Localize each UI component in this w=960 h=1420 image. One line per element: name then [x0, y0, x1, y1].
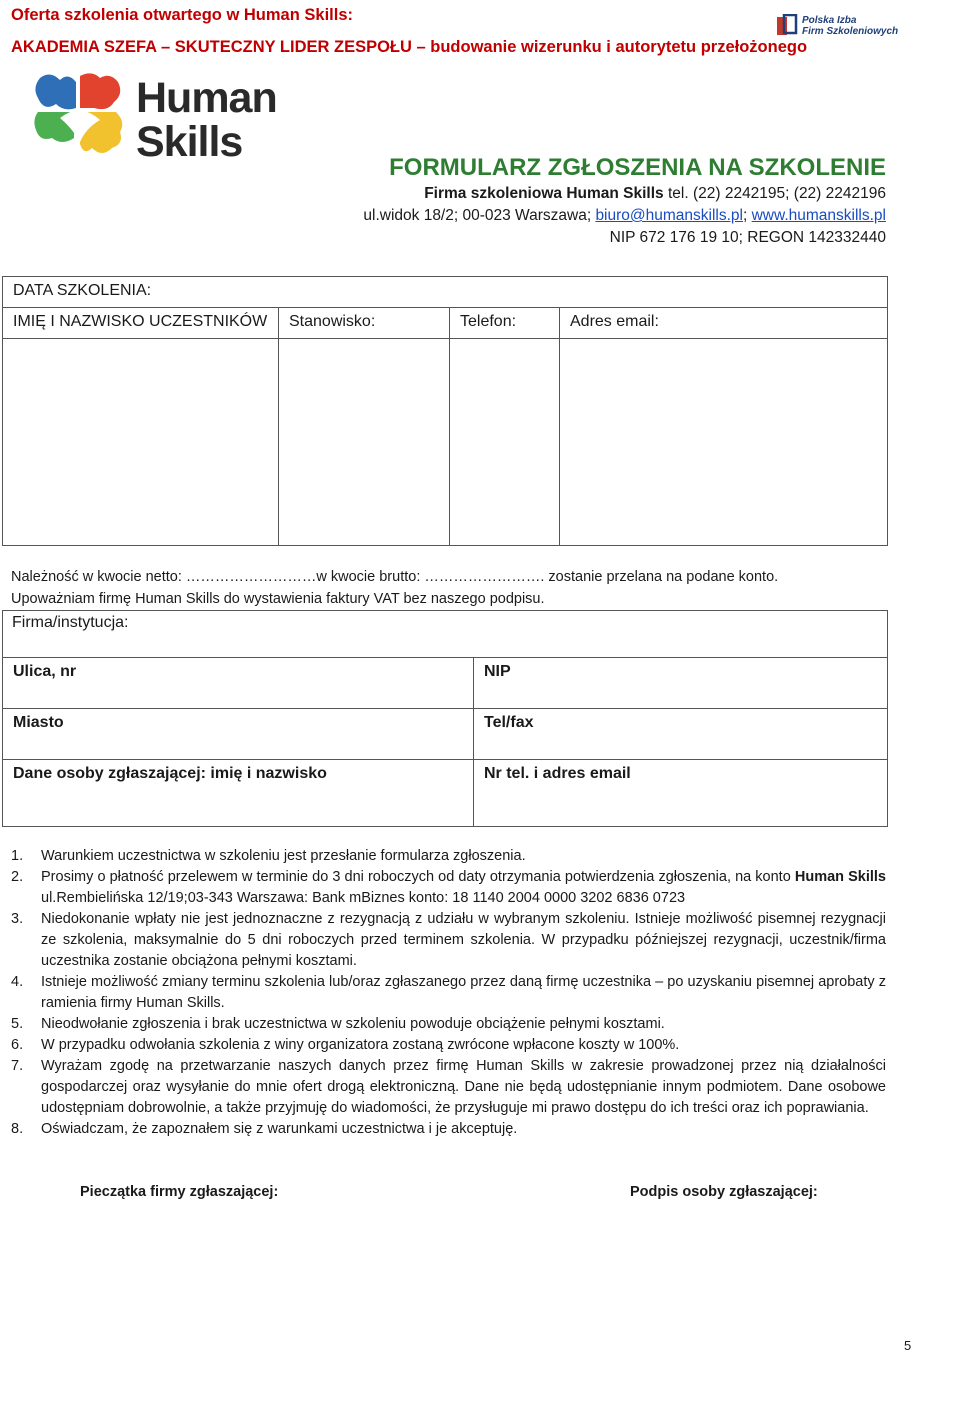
contact-person-label: Dane osoby zgłaszającej: imię i nazwisko — [13, 765, 327, 782]
phone-fax-label: Tel/fax — [484, 714, 534, 731]
company-name: Firma szkoleniowa Human Skills — [424, 185, 664, 202]
offer-heading: Oferta szkolenia otwartego w Human Skills: — [11, 6, 353, 24]
list-item — [11, 1119, 886, 1140]
participant-email-field[interactable] — [560, 339, 888, 546]
item-text: Warunkiem uczestnictwa w szkoleniu jest przesłanie formularza zgłoszenia. — [41, 848, 526, 864]
participant-name-field[interactable] — [3, 339, 279, 546]
item-number: 4. — [11, 974, 24, 990]
street-label: Ulica, nr — [13, 663, 77, 680]
item-text: Istnieje możliwość zmiany terminu szkolenia lub/oraz zgłaszanego przez daną firmę uczestnika – po uzyskaniu pisemnej aprobaty z ramienia firmy Human Skills. — [41, 974, 886, 1011]
header-name-cell — [3, 308, 279, 339]
col-position-header: Stanowisko: — [289, 313, 376, 330]
company-address-line — [363, 207, 886, 225]
firm-label: Firma/instytucja: — [12, 614, 129, 631]
company-table — [2, 610, 888, 827]
item-number: 7. — [11, 1058, 24, 1074]
company-registry: NIP 672 176 19 10; REGON 142332440 — [609, 229, 886, 246]
puzzle-emblem-icon — [30, 68, 130, 168]
participant-phone-field[interactable] — [450, 339, 560, 546]
stamp-label: Pieczątka firmy zgłaszającej: — [80, 1184, 279, 1200]
street-field[interactable] — [3, 658, 474, 709]
website-link[interactable]: www.humanskills.pl — [751, 207, 886, 224]
item-text-bold: Human Skills — [794, 869, 886, 885]
col-name-header: IMIĘ I NAZWISKO UCZESTNIKÓW — [13, 313, 268, 330]
item-text-part: Prosimy o płatność przelewem w terminie do 3 dni roboczych od daty otrzymania potwierdzenia zgłoszenia, na konto — [41, 869, 795, 885]
training-date-label: DATA SZKOLENIA: — [13, 282, 152, 299]
contact-details-field[interactable] — [474, 760, 888, 827]
pizba-logo-line2: Firm Szkoleniowych — [802, 26, 899, 37]
col-email-header: Adres email: — [570, 313, 659, 330]
list-item — [11, 1056, 886, 1119]
pizba-logo-line1: Polska Izba — [802, 15, 857, 26]
phone-fax-field[interactable] — [474, 709, 888, 760]
header-email-cell — [560, 308, 888, 339]
list-item — [11, 909, 886, 972]
nip-label: NIP — [484, 663, 511, 680]
logo-word-human: Human — [136, 74, 277, 122]
item-number: 5. — [11, 1016, 24, 1032]
item-number: 8. — [11, 1121, 24, 1137]
header-phone-cell — [450, 308, 560, 339]
company-phones: tel. (22) 2242195; (22) 2242196 — [667, 185, 886, 202]
company-address: ul.widok 18/2; 00-023 Warszawa; — [363, 207, 596, 224]
col-phone-header: Telefon: — [460, 313, 517, 330]
training-date-cell[interactable] — [3, 277, 888, 308]
item-text — [41, 867, 886, 909]
contact-person-field[interactable] — [3, 760, 474, 827]
item-text: Nieodwołanie zgłoszenia i brak uczestnictwa w szkoleniu powoduje obciążenie pełnymi kosztami. — [41, 1016, 665, 1032]
link-separator: ; — [742, 207, 752, 224]
item-text-part: ul.Rembielińska 12/19;03-343 Warszawa: Bank mBiznes konto: 18 1140 2004 0000 3202 6836 0723 — [41, 890, 686, 906]
item-text: Oświadczam, że zapoznałem się z warunkami uczestnictwa i je akceptuję. — [41, 1121, 518, 1137]
terms-list — [11, 846, 886, 1140]
list-item — [11, 1035, 886, 1056]
participant-position-field[interactable] — [279, 339, 450, 546]
course-title: AKADEMIA SZEFA – SKUTECZNY LIDER ZESPOŁU – budowanie wizerunku i autorytetu przełożonego — [11, 38, 808, 56]
city-label: Miasto — [13, 714, 64, 731]
vat-authorization-line: Upoważniam firmę Human Skills do wystawienia faktury VAT bez naszego podpisu. — [11, 591, 545, 607]
firm-field[interactable] — [3, 611, 888, 658]
page-number: 5 — [904, 1338, 912, 1353]
human-skills-logo — [30, 68, 280, 168]
item-text: Wyrażam zgodę na przetwarzanie naszych danych przez firmę Human Skills w zakresie prowadzonej przez nią działalności gospodarczej oraz wysyłanie do mnie ofert drogą elektroniczną. Dane nie będą udostępnianie innym podmiotem. Dane osobowe udostępniam dobrowolnie, a także przyjmuję do wiadomości, że przysługuje mi prawo dostępu do ich treści oraz ich poprawiania. — [41, 1058, 886, 1116]
item-number: 6. — [11, 1037, 24, 1053]
item-number: 3. — [11, 911, 24, 927]
payment-amount-line: Należność w kwocie netto: ………………………w kwocie brutto: ……………………. zostanie przelana na podane konto. — [11, 569, 779, 585]
item-text: W przypadku odwołania szkolenia z winy organizatora zostaną zwrócone wpłacone koszty w 100%. — [41, 1037, 680, 1053]
contact-details-label: Nr tel. i adres email — [484, 765, 631, 782]
list-item — [11, 1014, 886, 1035]
item-text: Niedokonanie wpłaty nie jest jednoznaczne z rezygnacją z udziału w wybranym szkoleniu. Istnieje możliwość pisemnej rezygnacji ze szkolenia, maksymalnie do 5 dni roboczych przed terminem szkolenia. W przypadku późniejszej rezygnacji, uczestnik/firma uczestnika zostanie obciążona pełnymi kosztami. — [41, 911, 886, 969]
city-field[interactable] — [3, 709, 474, 760]
pizba-emblem-icon — [776, 14, 800, 38]
signature-label: Podpis osoby zgłaszającej: — [630, 1184, 818, 1200]
header-position-cell — [279, 308, 450, 339]
nip-field[interactable] — [474, 658, 888, 709]
list-item — [11, 867, 886, 909]
participants-table — [2, 276, 888, 546]
item-number: 1. — [11, 848, 24, 864]
logo-word-skills: Skills — [136, 118, 243, 166]
email-link[interactable]: biuro@humanskills.pl — [595, 207, 743, 224]
form-title: FORMULARZ ZGŁOSZENIA NA SZKOLENIE — [389, 154, 886, 181]
list-item — [11, 846, 886, 867]
list-item — [11, 972, 886, 1014]
pizba-logo — [776, 13, 899, 41]
item-number: 2. — [11, 869, 24, 885]
company-info-line — [424, 185, 886, 203]
